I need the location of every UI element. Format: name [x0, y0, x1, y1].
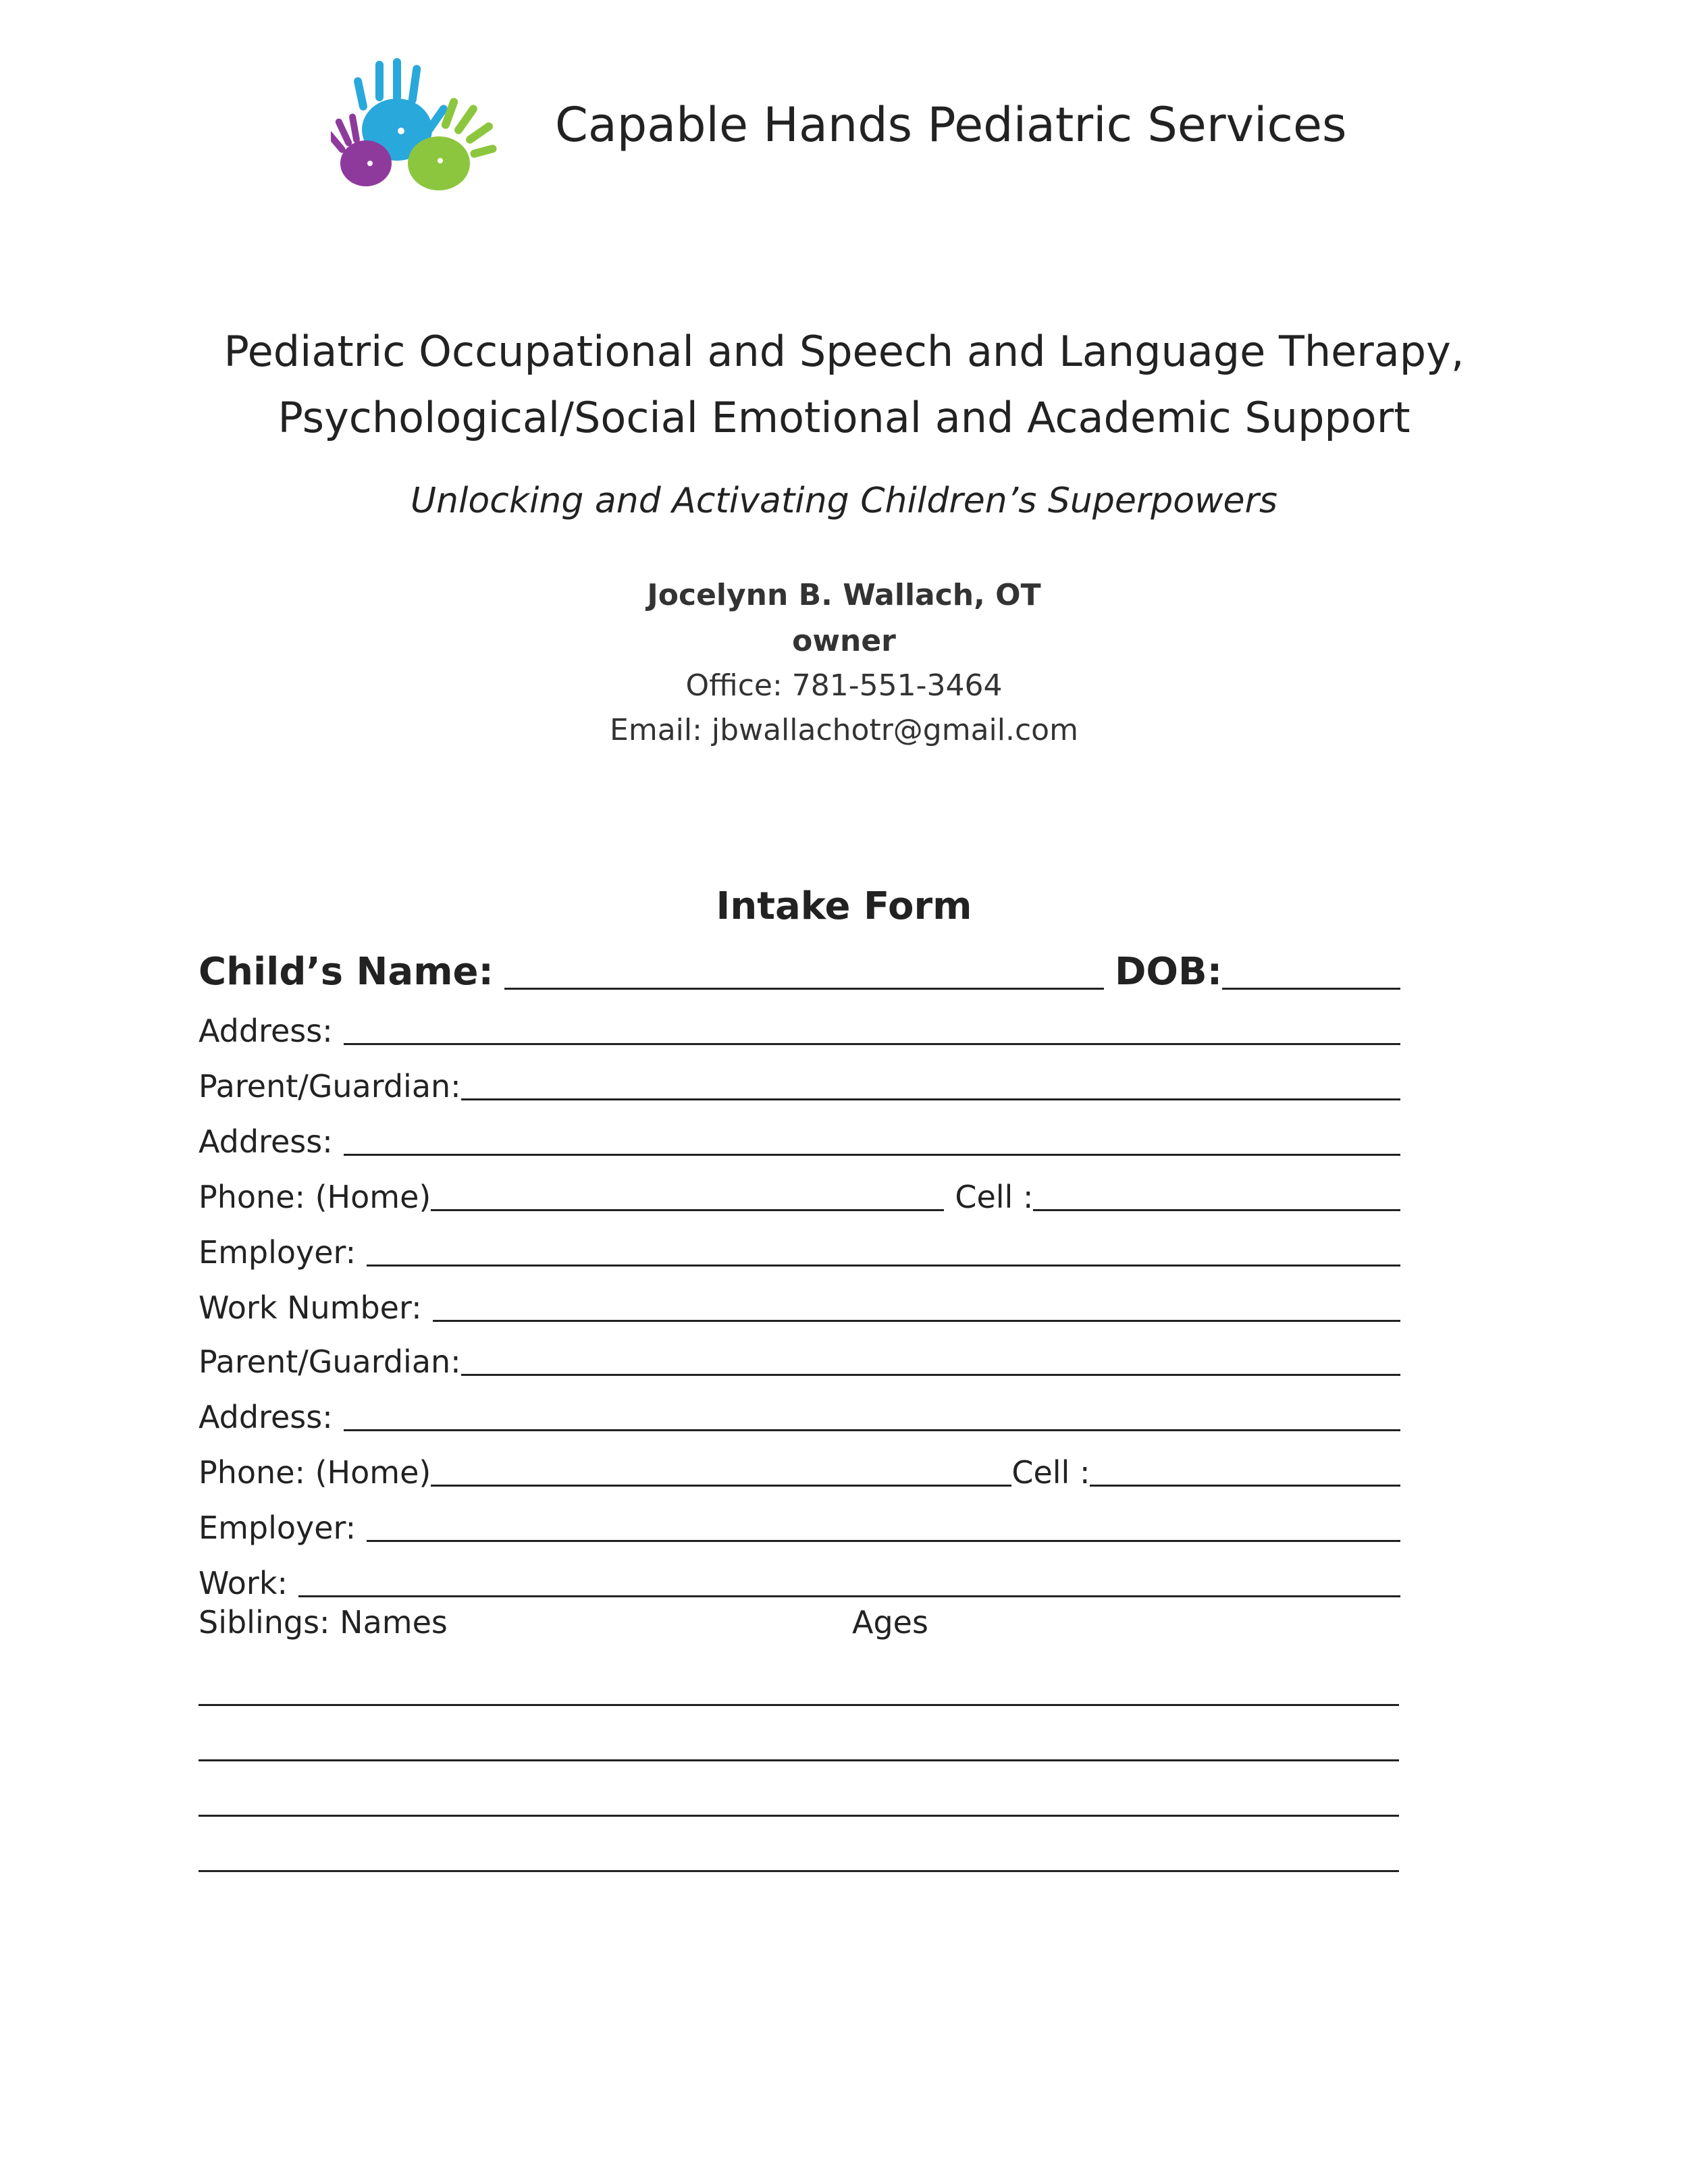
- cell-label: Cell :: [955, 1179, 1034, 1215]
- parent-guardian-row-1: [199, 1061, 1400, 1104]
- work-row: [199, 1558, 1400, 1601]
- owner-role: owner: [792, 624, 896, 658]
- services-line-1: Pediatric Occupational and Speech and Language Therapy,: [223, 327, 1465, 376]
- employer-label: Employer:: [199, 1234, 357, 1271]
- form-title: Intake Form: [716, 884, 972, 928]
- company-name: Capable Hands Pediatric Services: [555, 97, 1347, 153]
- siblings-names-label: Siblings: Names: [199, 1604, 448, 1641]
- employer-field[interactable]: [367, 1264, 1400, 1267]
- dob-field[interactable]: [1222, 988, 1400, 990]
- address-field[interactable]: [344, 1043, 1400, 1045]
- employer-row-2: [199, 1503, 1400, 1546]
- home-phone-label: Phone: (Home): [199, 1179, 431, 1215]
- address-label: Address:: [199, 1123, 333, 1160]
- sibling-line[interactable]: [199, 1870, 1399, 1872]
- office-phone: Office: 781-551-3464: [685, 668, 1003, 703]
- address-field[interactable]: [344, 1429, 1400, 1431]
- employer-row-1: [199, 1227, 1400, 1271]
- address-row-3: [199, 1392, 1400, 1435]
- parent-guardian-row-2: [199, 1337, 1400, 1380]
- employer-label: Employer:: [199, 1510, 357, 1546]
- cell-field[interactable]: [1033, 1209, 1400, 1211]
- address-field[interactable]: [344, 1154, 1400, 1156]
- parent-guardian-label: Parent/Guardian:: [199, 1343, 461, 1380]
- contact-email: Email: jbwallachotr@gmail.com: [610, 713, 1078, 747]
- phone-row-2: [199, 1447, 1400, 1491]
- work-number-row: [199, 1283, 1400, 1326]
- sibling-line[interactable]: [199, 1759, 1399, 1761]
- cell-label: Cell :: [1011, 1454, 1090, 1491]
- parent-guardian-label: Parent/Guardian:: [199, 1068, 461, 1104]
- siblings-ages-label: Ages: [852, 1604, 928, 1641]
- dob-label: DOB:: [1114, 950, 1223, 994]
- home-phone-field[interactable]: [431, 1485, 1011, 1487]
- cell-field[interactable]: [1090, 1485, 1400, 1487]
- child-name-row: [199, 942, 1400, 994]
- tagline: Unlocking and Activating Children’s Superpowers: [410, 481, 1278, 521]
- child-name-label: Child’s Name:: [199, 950, 494, 994]
- parent-guardian-field[interactable]: [461, 1374, 1400, 1376]
- sibling-line[interactable]: [199, 1815, 1399, 1817]
- services-line-2: Psychological/Social Emotional and Academic Support: [278, 393, 1410, 442]
- parent-guardian-field[interactable]: [461, 1098, 1400, 1100]
- work-number-field[interactable]: [433, 1320, 1400, 1322]
- owner-name: Jocelynn B. Wallach, OT: [647, 578, 1041, 612]
- work-number-label: Work Number:: [199, 1289, 422, 1326]
- sibling-line[interactable]: [199, 1704, 1399, 1706]
- work-label: Work:: [199, 1565, 288, 1601]
- child-name-field[interactable]: [504, 988, 1104, 990]
- phone-row-1: [199, 1172, 1400, 1215]
- address-label: Address:: [199, 1399, 333, 1435]
- home-phone-label: Phone: (Home): [199, 1454, 431, 1491]
- handprints-logo-icon: [331, 55, 506, 197]
- work-field[interactable]: [298, 1595, 1400, 1597]
- address-row-2: [199, 1117, 1400, 1160]
- address-row-1: [199, 1006, 1400, 1049]
- services-description: [0, 319, 1688, 451]
- employer-field[interactable]: [367, 1540, 1400, 1542]
- home-phone-field[interactable]: [431, 1209, 944, 1211]
- address-label: Address:: [199, 1013, 333, 1049]
